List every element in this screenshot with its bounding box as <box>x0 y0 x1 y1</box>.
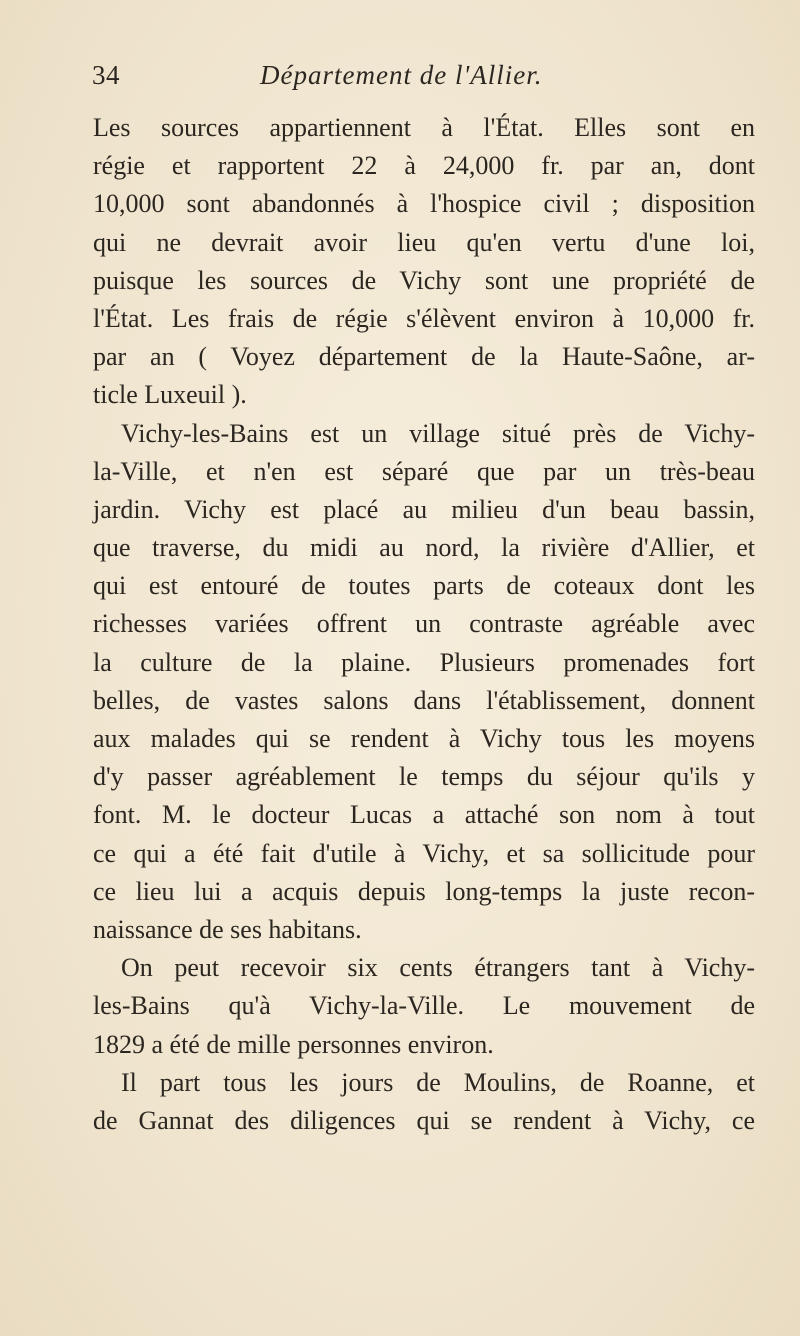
text-line: 10,000 sont abandonnés à l'hospice civil ; disposition <box>93 189 755 219</box>
text-line: qui ne devrait avoir lieu qu'en vertu d'une loi, <box>93 227 755 257</box>
text-line: font. M. le docteur Lucas a attaché son nom à tout <box>93 800 755 830</box>
text-line: d'y passer agréablement le temps du séjour qu'ils y <box>93 762 755 792</box>
body-text <box>93 112 755 1137</box>
text-line: Les sources appartiennent à l'État. Elles sont en <box>93 113 755 142</box>
text-line: jardin. Vichy est placé au milieu d'un beau bassin, <box>93 494 755 524</box>
running-head <box>92 60 752 100</box>
text-line: aux malades qui se rendent à Vichy tous les moyens <box>93 724 755 753</box>
text-line: que traverse, du midi au nord, la rivière d'Allier, et <box>93 533 755 563</box>
text-line: les-Bains qu'à Vichy-la-Ville. Le mouvement de <box>93 991 755 1021</box>
text-line: la culture de la plaine. Plusieurs promenades fort <box>93 647 755 677</box>
text-line: l'État. Les frais de régie s'élèvent environ à 10,000 fr. <box>93 303 755 333</box>
text-line: ce qui a été fait d'utile à Vichy, et sa sollicitude pour <box>93 838 755 868</box>
text-line: Vichy-les-Bains est un village situé près de Vichy- <box>121 418 755 448</box>
text-line: Il part tous les jours de Moulins, de Roanne, et <box>121 1067 755 1097</box>
text-line: naissance de ses habitans. <box>93 914 362 944</box>
text-line: régie et rapportent 22 à 24,000 fr. par an, dont <box>93 151 755 181</box>
text-line: On peut recevoir six cents étrangers tant à Vichy- <box>121 953 755 983</box>
text-line: puisque les sources de Vichy sont une propriété de <box>93 265 755 295</box>
running-title: Département de l'Allier. <box>260 60 543 90</box>
text-line: richesses variées offrent un contraste agréable avec <box>93 609 755 639</box>
text-line: ticle Luxeuil ). <box>93 380 247 410</box>
text-line: par an ( Voyez département de la Haute-Saône, ar- <box>93 342 755 372</box>
text-line: belles, de vastes salons dans l'établissement, donnent <box>93 685 755 715</box>
page-number: 34 <box>92 60 120 90</box>
text-line: de Gannat des diligences qui se rendent à Vichy, ce <box>93 1105 755 1135</box>
text-line: ce lieu lui a acquis depuis long-temps la juste recon- <box>93 876 755 906</box>
text-line: 1829 a été de mille personnes environ. <box>93 1029 494 1059</box>
text-line: qui est entouré de toutes parts de coteaux dont les <box>93 571 755 601</box>
text-line: la-Ville, et n'en est séparé que par un très-beau <box>93 456 755 486</box>
